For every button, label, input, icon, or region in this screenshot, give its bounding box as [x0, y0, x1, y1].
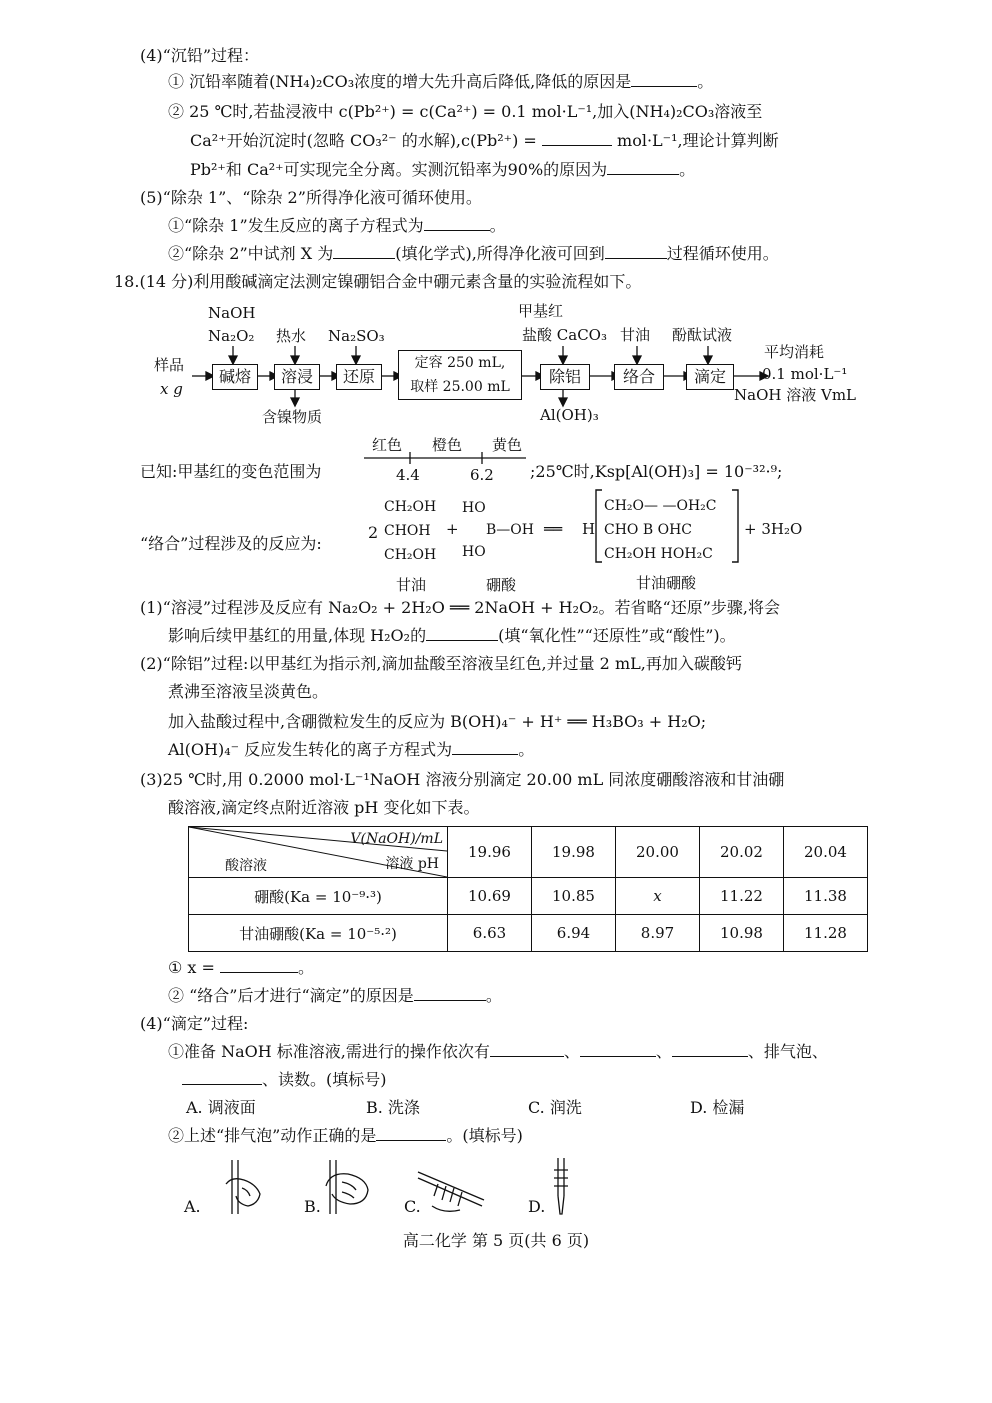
flow-reagent-glycerol: 甘油 [620, 326, 651, 344]
figure-b-burette-icon [316, 1158, 374, 1218]
indicator-ph-low: 4.4 [396, 466, 420, 484]
table-cell: 11.38 [784, 878, 868, 915]
option-a: A. 调液面 [186, 1098, 256, 1117]
flow-step-complex: 络合 [614, 364, 664, 390]
figure-label-d: D. [528, 1197, 546, 1216]
known-prefix: 已知:甲基红的变色范围为 [140, 462, 322, 481]
table-volume-header: 20.02 [700, 827, 784, 878]
eq-water: + 3H₂O [744, 520, 803, 538]
q18-3-part2: ② “络合”后才进行“滴定”的原因是 。 [168, 986, 502, 1005]
eq-glycerol-row: CH₂OH [384, 499, 437, 515]
eq-product-row: CHO B OHC [604, 522, 692, 538]
flow-reagent-methyl-red: 甲基红 [518, 302, 564, 320]
answer-blank[interactable] [490, 1040, 564, 1057]
table-corner-cell [189, 827, 448, 878]
indicator-color-orange: 橙色 [432, 436, 463, 454]
q18-4-heading: (4)“滴定”过程: [140, 1014, 249, 1033]
flow-step-volume-line1: 定容 250 mL, [414, 355, 506, 371]
ph-table [188, 826, 868, 952]
figure-label-c: C. [404, 1197, 421, 1216]
eq-product-row: CH₂OH HOH₂C [604, 546, 713, 562]
option-d: D. 检漏 [690, 1098, 745, 1117]
eq-boric-row: B—OH [486, 522, 534, 538]
table-cell: x [616, 878, 700, 915]
eq-product-brackets [594, 488, 740, 564]
table-cell: 8.97 [616, 915, 700, 952]
table-cell: 6.94 [532, 915, 616, 952]
q4-part2-line3: Pb²⁺和 Ca²⁺可实现完全分离。实测沉铅率为90%的原因为 。 [190, 160, 696, 179]
q18-intro: 18.(14 分)利用酸碱滴定法测定镍硼铝合金中硼元素含量的实验流程如下。 [114, 272, 642, 291]
ksp-text: ;25℃时,Ksp[Al(OH)₃] = 10⁻³²·⁹; [530, 462, 783, 481]
table-row-label: 甘油硼酸(Ka = 10⁻⁵·²) [189, 915, 448, 952]
complex-intro: “络合”过程涉及的反应为: [140, 534, 322, 553]
eq-label-product: 甘油硼酸 [636, 574, 697, 592]
indicator-color-yellow: 黄色 [492, 436, 523, 454]
flow-step-titrate: 滴定 [686, 364, 734, 390]
flow-step-remove-al: 除铝 [540, 364, 590, 390]
figure-label-b: B. [304, 1197, 321, 1216]
flow-result-line3: NaOH 溶液 VmL [734, 386, 856, 404]
q5-part1: ①“除杂 1”发生反应的离子方程式为 。 [168, 216, 506, 235]
table-volume-header: 20.04 [784, 827, 868, 878]
indicator-color-red: 红色 [372, 436, 403, 454]
eq-label-glycerol: 甘油 [396, 576, 427, 594]
table-corner-acid: 酸溶液 [225, 858, 267, 874]
q4-heading: (4)“沉铅”过程： [140, 46, 260, 65]
flow-byproduct-al: Al(OH)₃ [540, 406, 599, 424]
eq-product [604, 494, 716, 566]
flow-step-volume-line2: 取样 25.00 mL [410, 379, 510, 395]
table-row [189, 878, 868, 915]
figure-d-burette-icon [546, 1156, 576, 1218]
eq-product-h: H [582, 520, 596, 538]
eq-coefficient: 2 [368, 523, 379, 542]
flow-step-leaching: 溶浸 [274, 364, 320, 390]
q4-part1: ① 沉铅率随着(NH₄)₂CO₃浓度的增大先升高后降低,降低的原因是 。 [168, 72, 714, 91]
q18-3-line2: 酸溶液,滴定终点附近溶液 pH 变化如下表。 [168, 798, 480, 817]
q18-3-line1: (3)25 ℃时,用 0.2000 mol·L⁻¹NaOH 溶液分别滴定 20.00 mL 同浓度硼酸溶液和甘油硼 [140, 770, 785, 789]
flow-sample-label: 样品 [154, 356, 185, 374]
indicator-ph-high: 6.2 [470, 466, 494, 484]
q4-part2-line2: Ca²⁺开始沉淀时(忽略 CO₃²⁻ 的水解),c(Pb²⁺) = mol·L⁻¹,理论计算判断 [190, 131, 779, 150]
eq-boric-row: HO [462, 544, 486, 560]
figure-c-burette-icon [414, 1166, 488, 1216]
table-cell: 11.28 [784, 915, 868, 952]
answer-blank[interactable] [452, 738, 518, 755]
table-corner-volume: V(NaOH)/mL [350, 831, 443, 847]
flow-reagent-hot-water: 热水 [276, 327, 307, 345]
table-cell: 10.69 [448, 878, 532, 915]
flow-reagent-hcl-caco3: 盐酸 CaCO₃ [522, 326, 607, 344]
q18-4-part1-line2: 、读数。(填标号) [182, 1068, 387, 1092]
q18-2-line2: 煮沸至溶液呈淡黄色。 [168, 682, 329, 701]
table-volume-header: 19.98 [532, 827, 616, 878]
eq-glycerol-row: CH₂OH [384, 547, 437, 563]
q5-heading: (5)“除杂 1”、“除杂 2”所得净化液可循环使用。 [140, 188, 482, 207]
flow-reagent-na2so3: Na₂SO₃ [328, 327, 385, 345]
eq-glycerol-row: CHOH [384, 523, 431, 539]
flow-step-alkali-fusion: 碱熔 [212, 364, 258, 390]
answer-blank[interactable] [426, 624, 498, 641]
answer-blank[interactable] [220, 956, 298, 973]
flow-reagent-phenolphthalein: 酚酞试液 [672, 326, 733, 344]
q18-1-line1: (1)“溶浸”过程涉及反应有 Na₂O₂ + 2H₂O ══ 2NaOH + H₂O₂。若省略“还原”步骤,将会 [140, 598, 780, 617]
answer-blank[interactable] [580, 1040, 656, 1057]
answer-blank[interactable] [672, 1040, 748, 1057]
table-cell: 10.98 [700, 915, 784, 952]
q5-part2: ②“除杂 2”中试剂 X 为 (填化学式),所得净化液可回到 过程循环使用。 [168, 244, 779, 263]
table-volume-header: 20.00 [616, 827, 700, 878]
option-c: C. 润洗 [528, 1098, 582, 1117]
flow-sample-mass: x g [160, 380, 183, 398]
q18-4-part1-line1: ①准备 NaOH 标准溶液,需进行的操作依次有 、 、 、排气泡、 [168, 1042, 828, 1061]
q18-3-part1: ① x = 。 [168, 958, 315, 977]
flow-step-reduction: 还原 [336, 364, 382, 390]
table-row-label: 硼酸(Ka = 10⁻⁹·³) [189, 878, 448, 915]
table-corner-ph: 溶液 pH [385, 856, 439, 872]
eq-plus: + [446, 520, 459, 538]
eq-boric-row: HO [462, 500, 486, 516]
flow-byproduct-ni: 含镍物质 [262, 408, 323, 426]
eq-glycerol [384, 495, 436, 567]
eq-arrow: ══ [544, 520, 563, 538]
table-cell: 11.22 [700, 878, 784, 915]
eq-boric-acid [462, 497, 534, 563]
q18-1-line2: 影响后续甲基红的用量,体现 H₂O₂的 (填“氧化性”“还原性”或“酸性”)。 [168, 626, 736, 645]
answer-blank[interactable] [182, 1068, 262, 1085]
page-footer: 高二化学 第 5 页(共 6 页) [402, 1231, 590, 1250]
table-cell: 10.85 [532, 878, 616, 915]
answer-blank[interactable] [414, 984, 486, 1001]
flow-reagent-naoh: NaOH [208, 304, 256, 322]
eq-label-boric: 硼酸 [486, 576, 517, 594]
flow-reagent-na2o2: Na₂O₂ [208, 327, 255, 345]
answer-blank[interactable] [376, 1124, 446, 1141]
table-volume-header: 19.96 [448, 827, 532, 878]
q18-2-line3: 加入盐酸过程中,含硼微粒发生的反应为 B(OH)₄⁻ + H⁺ ══ H₃BO₃ + H₂O; [168, 712, 707, 731]
q18-2-line4: Al(OH)₄⁻ 反应发生转化的离子方程式为 。 [168, 740, 535, 759]
option-b: B. 洗涤 [366, 1098, 420, 1117]
q18-4-part2: ②上述“排气泡”动作正确的是 。(填标号) [168, 1126, 523, 1145]
table-cell: 6.63 [448, 915, 532, 952]
table-row [189, 915, 868, 952]
flow-result-line2: 0.1 mol·L⁻¹ [762, 365, 848, 383]
figure-a-burette-icon [208, 1158, 268, 1218]
eq-product-row: CH₂O— —OH₂C [604, 498, 717, 514]
figure-label-a: A. [184, 1197, 201, 1216]
flow-step-volume [398, 350, 522, 400]
q18-2-line1: (2)“除铝”过程:以甲基红为指示剂,滴加盐酸至溶液呈红色,并过量 2 mL,再加入碳酸钙 [140, 654, 742, 673]
flow-result-line1: 平均消耗 [764, 343, 825, 361]
q4-part2-line1: ② 25 ℃时,若盐浸液中 c(Pb²⁺) = c(Ca²⁺) = 0.1 mol·L⁻¹,加入(NH₄)₂CO₃溶液至 [168, 102, 763, 121]
